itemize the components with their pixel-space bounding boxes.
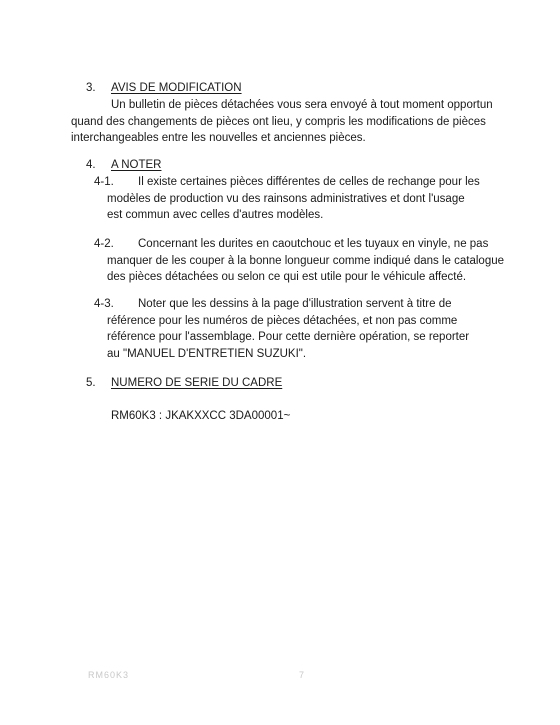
- paragraph-line: quand des changements de pièces ont lieu, y compris les modifications de pièces: [71, 115, 486, 128]
- section-numero-de-serie: [86, 375, 486, 392]
- note-number: 4-1.: [94, 176, 114, 188]
- note-line: [94, 236, 494, 253]
- paragraph-line: Un bulletin de pièces détachées vous sera envoyé à tout moment opportun: [111, 99, 493, 111]
- frame-serial-number: RM60K3 : JKAKXXCC 3DA00001~: [111, 410, 291, 422]
- section-a-noter: [86, 157, 486, 174]
- note-line: manquer de les couper à la bonne longueur comme indiqué dans le catalogue: [107, 254, 505, 267]
- paragraph-line: interchangeables entre les nouvelles et anciennes pièces.: [71, 132, 366, 144]
- section-heading: [86, 80, 486, 97]
- section-paragraph: [71, 97, 493, 147]
- note-line: référence pour l'assemblage. Pour cette dernière opération, se reporter: [107, 331, 470, 343]
- note-text: Noter que les dessins à la page d'illustration servent à titre de: [138, 298, 452, 310]
- section-number: 4.: [86, 159, 96, 171]
- footer-model-code: RM60K3: [88, 670, 130, 680]
- section-number: 3.: [86, 82, 96, 94]
- note-line: des pièces détachées ou selon ce qui est utile pour le véhicule affecté.: [107, 271, 467, 283]
- section-avis-de-modification: [71, 80, 493, 147]
- section-number: 5.: [86, 377, 96, 389]
- section-title: NUMERO DE SERIE DU CADRE: [111, 377, 283, 389]
- note-line: est commun avec celles d'autres modèles.: [107, 209, 324, 221]
- note-line: [94, 296, 494, 313]
- note-line: modèles de production vu des rainsons administratives et dont l'usage: [107, 192, 465, 205]
- note-line: référence pour les numéros de pièces détachées, et non pas comme: [107, 314, 458, 327]
- page-number: 7: [299, 670, 305, 680]
- note-number: 4-3.: [94, 298, 114, 310]
- section-title: A NOTER: [111, 159, 162, 171]
- section-heading: [86, 157, 486, 174]
- note-item-4-2: [94, 236, 505, 286]
- note-line: [94, 174, 494, 191]
- note-item-4-1: [94, 174, 494, 224]
- section-title: AVIS DE MODIFICATION: [111, 82, 242, 94]
- note-text: Il existe certaines pièces différentes de celles de rechange pour les: [138, 176, 480, 188]
- note-text: Concernant les durites en caoutchouc et les tuyaux en vinyle, ne pas: [138, 238, 489, 250]
- note-item-4-3: [94, 296, 494, 362]
- section-heading: [86, 375, 486, 392]
- note-line: au "MANUEL D'ENTRETIEN SUZUKI".: [107, 347, 307, 360]
- note-number: 4-2.: [94, 238, 114, 250]
